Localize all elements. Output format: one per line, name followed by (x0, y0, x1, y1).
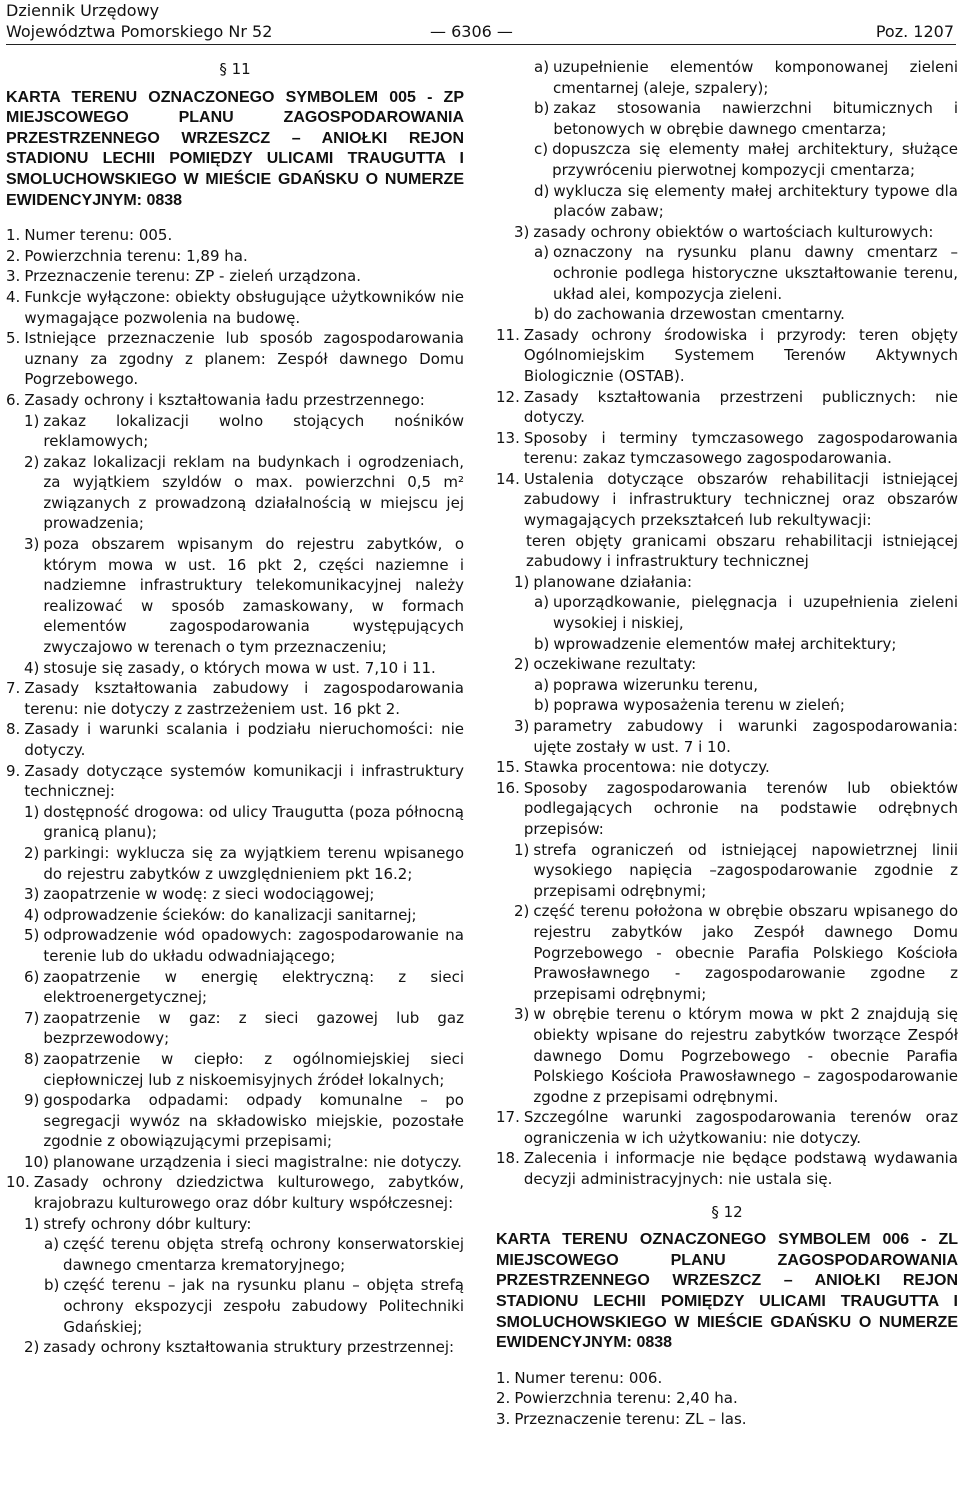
item-number: a) (534, 593, 550, 612)
item-number: 3. (6, 267, 21, 286)
item-text: stosuje się zasady, o których mowa w ust. 7,10 i 11. (43, 658, 436, 677)
item-number: 1) (24, 802, 40, 821)
item-text: odprowadzenie ścieków: do kanalizacji sanitarnej; (43, 905, 417, 924)
item-text: zasady ochrony obiektów o wartościach kulturowych: (533, 222, 934, 241)
item-text: oznaczony na rysunku planu dawny cmentarz – ochronie podlega historyczne ukształtowanie terenu, układ alei, kompozycja zieleni. (553, 243, 958, 303)
item-text: planowane urządzenia i sieci magistralne: nie dotyczy. (52, 1152, 462, 1171)
item-number: 2) (24, 452, 40, 471)
item-text: w obrębie terenu o którym mowa w pkt 2 znajdują się obiekty wpisane do rejestru zabytków tworzące Zespół dawnego Domu Pogrzebowego - obecnie Parafia Polskiego Kościoła Prawosławnego – zagospodarowanie zgodne z przepisami odrębnymi. (533, 1005, 958, 1106)
item-number: 1) (24, 411, 40, 430)
list-item (6, 967, 464, 1008)
item-text: Funkcje wyłączone: obiekty obsługujące użytkowników nie wymagające pozwolenia na budowę. (24, 287, 464, 327)
item-number: 10. (6, 1173, 30, 1192)
item-number: 5. (6, 329, 21, 348)
list-item (496, 901, 958, 1004)
item-text: Sposoby zagospodarowania terenów lub obiektów podlegających ochronie na podstawie odrębnych przepisów: (523, 778, 958, 838)
item-text: dopuszcza się elementy małej architektury, służące przywróceniu pierwotnej kompozycji cmentarza; (552, 140, 958, 179)
list-item (6, 678, 464, 719)
list-item (6, 1214, 464, 1235)
item-number: a) (534, 58, 550, 76)
item-text: dostępność drogowa: od ulicy Traugutta (poza północną granicą planu); (43, 802, 464, 842)
right-column (496, 57, 958, 1430)
item-text: Zasady ochrony środowiska i przyrody: teren objęty Ogólnomiejskim Systemem Terenów Aktywnych Biologicznie (OSTAB). (523, 325, 958, 385)
item-number: 1. (6, 226, 21, 245)
section-mark: § 12 (711, 1202, 743, 1221)
item-text: Numer terenu: 006. (514, 1368, 663, 1387)
item-number: 17. (496, 1108, 520, 1127)
item-number: 12. (496, 387, 520, 406)
item-number: 15. (496, 758, 520, 777)
list-item (6, 287, 464, 328)
item-number: 4. (6, 287, 21, 306)
item-number: a) (44, 1235, 60, 1254)
item-number: b) (534, 696, 550, 715)
item-text: zakaz lokalizacji wolno stojących nośników reklamowych; (43, 411, 464, 451)
item-text: Numer terenu: 005. (24, 226, 173, 245)
item-text: Istniejące przeznaczenie lub sposób zagospodarowania uznany za zgodny z planem: Zespół dawnego Domu Pogrzebowego. (24, 329, 464, 389)
item-number: b) (44, 1276, 60, 1295)
list-item (496, 592, 958, 633)
page-number: — 6306 — (430, 22, 513, 41)
item-text: Zasady i warunki scalania i podziału nieruchomości: nie dotyczy. (24, 720, 464, 759)
left-column (6, 57, 464, 1358)
item-number: 6) (24, 967, 40, 986)
list-item (6, 411, 464, 452)
list-item (496, 98, 958, 139)
item-number: a) (534, 675, 550, 694)
section-mark: § 11 (219, 60, 251, 78)
item-text: poprawa wizerunku terenu, (553, 675, 759, 694)
item-number: 3) (24, 535, 40, 554)
item-number: 6. (6, 390, 21, 409)
item-text: planowane działania: (533, 572, 693, 591)
list-item (6, 884, 464, 905)
item-text: Zasady ochrony i kształtowania ładu przestrzennego: (24, 390, 425, 409)
page-header (0, 0, 960, 44)
list-item (6, 1049, 464, 1090)
item-text: Ustalenia dotyczące obszarów rehabilitacji istniejącej zabudowy i infrastruktury technicznej oraz obszarów wymagających przekształceń lub rekultywacji: (523, 469, 958, 530)
item-text: Zasady dotyczące systemów komunikacji i infrastruktury technicznej: (24, 761, 464, 801)
list-item (496, 325, 958, 387)
list-item (496, 840, 958, 902)
item-number: 2) (24, 1338, 40, 1357)
item-number: 2. (496, 1389, 511, 1408)
item-number: b) (534, 99, 550, 118)
list-item (6, 328, 464, 390)
list-item (496, 1368, 958, 1389)
item-text: poza obszarem wpisanym do rejestru zabytków, o którym mowa w ust. 16 pkt 2, części naziemne i nadziemne infrastruktury telekomunikacyjnej należy realizować w sposób zamaskowany, w formach elementów zagospodarowania występujących zwyczajowo w terenach o tym przeznaczeniu; (43, 535, 464, 657)
item-number: 8. (6, 720, 21, 739)
item-text: parkingi: wyklucza się za wyjątkiem terenu wpisanego do rejestru zabytków z uwzględnieniem pkt 16.2; (43, 843, 464, 883)
list-item (496, 387, 958, 428)
item-text: Przeznaczenie terenu: ZP - zieleń urządzona. (24, 267, 361, 286)
item-text: zaopatrzenie w wodę: z sieci wodociągowej; (43, 885, 375, 904)
list-item (6, 925, 464, 966)
list-item (6, 1172, 464, 1213)
item-number: a) (534, 243, 550, 262)
item-number: 2) (514, 902, 530, 921)
journal-name: Dziennik Urzędowy (6, 1, 160, 20)
item-number: 8) (24, 1049, 40, 1068)
item-text: wyklucza się elementy małej architektury typowe dla placów zabaw; (553, 181, 958, 221)
item-number: 4) (24, 905, 40, 924)
list-item (496, 1148, 958, 1189)
item-number: 3) (514, 717, 530, 735)
item-text: Powierzchnia terenu: 1,89 ha. (24, 246, 248, 265)
item-text: część terenu położona w obrębie obszaru wpisanego do rejestru zabytków jako Zespół dawnego Domu Pogrzebowego - obecnie Parafia Polskiego Kościoła Prawosławnego - zagospodarowanie zgodne z przepisami odrębnymi; (533, 902, 958, 1003)
item-text: Zasady kształtowania zabudowy i zagospodarowania terenu: nie dotyczy z zastrzeżeniem ust. 16 pkt 2. (24, 679, 464, 718)
list-item (496, 695, 958, 716)
list-item (496, 675, 958, 696)
list-item (6, 1337, 464, 1358)
item-number: 13. (496, 428, 520, 447)
item-text: odprowadzenie wód opadowych: zagospodarowanie na terenie lub do układu odwadniającego; (43, 926, 464, 965)
list-paragraph: teren objęty granicami obszaru rehabilitacji istniejącej zabudowy i infrastruktury technicznej (526, 531, 958, 571)
list-item (496, 1107, 958, 1148)
list-item (496, 572, 958, 593)
item-number: 2) (24, 843, 40, 862)
item-text: Sposoby i terminy tymczasowego zagospodarowania terenu: zakaz tymczasowego zagospodarowania. (523, 428, 958, 468)
item-text: część terenu objęta strefą ochrony konserwatorskiej dawnego cmentarza krematoryjnego; (63, 1235, 464, 1274)
item-number: 18. (496, 1149, 520, 1168)
list-item (496, 181, 958, 222)
list-item (6, 1275, 464, 1337)
list-item (6, 843, 464, 884)
card-title: KARTA TERENU OZNACZONEGO SYMBOLEM 006 - ZL MIEJSCOWEGO PLANU ZAGOSPODAROWANIA PRZESTRZENNEGO WRZESZCZ – ANIOŁKI REJON STADIONU LECHII POMIĘDZY ULICAMI TRAUGUTTA I SMOLUCHOWSKIEGO W MIEŚCIE GDAŃSKU O NUMERZE EWIDENCYJNYM: 0838 (496, 1231, 958, 1352)
item-number: 3. (496, 1410, 511, 1428)
item-number: 2) (514, 655, 530, 674)
provisions-list-continued (496, 57, 958, 1190)
list-item (6, 266, 464, 287)
item-text: uzupełnienie elementów komponowanej zieleni cmentarnej (aleje, szpalery); (553, 58, 958, 97)
item-number: 5) (24, 926, 40, 945)
item-text: gospodarka odpadami: odpady komunalne – po segregacji wywóz na składowisko miejskie, pozostałe zgodnie z obowiązującymi przepisami; (43, 1091, 464, 1151)
list-item (496, 304, 958, 325)
list-item (6, 719, 464, 760)
list-item (6, 802, 464, 843)
item-text: do zachowania drzewostan cmentarny. (553, 305, 845, 324)
list-item (6, 452, 464, 534)
list-item (496, 654, 958, 675)
item-number: 16. (496, 778, 520, 797)
list-item (496, 634, 958, 655)
item-number: 1. (496, 1368, 511, 1387)
list-item (6, 225, 464, 246)
item-number: b) (534, 634, 550, 653)
item-text: zasady ochrony kształtowania struktury przestrzennej: (43, 1338, 455, 1357)
item-number: 1) (514, 840, 530, 859)
list-item (6, 1008, 464, 1049)
item-number: 9) (24, 1091, 40, 1110)
item-text: poprawa wyposażenia terenu w zieleń; (553, 696, 845, 715)
item-number: 11. (496, 325, 520, 344)
item-text: Powierzchnia terenu: 2,40 ha. (514, 1389, 738, 1408)
item-text: zaopatrzenie w gaz: z sieci gazowej lub gaz bezprzewodowy; (43, 1008, 464, 1048)
list-item (6, 390, 464, 411)
item-text: uporządkowanie, pielęgnacja i uzupełnienia zieleni wysokiej i niskiej, (553, 593, 958, 633)
journal-title (6, 0, 272, 42)
item-text: strefa ograniczeń od istniejącej napowietrznej linii wysokiego napięcia –zagospodarowanie zgodnie z przepisami odrębnymi; (533, 840, 958, 900)
item-text: Stawka procentowa: nie dotyczy. (523, 758, 770, 777)
item-text: oczekiwane rezultaty: (533, 655, 697, 674)
list-item (496, 428, 958, 469)
item-number: 2. (6, 246, 21, 265)
provisions-list (496, 1368, 958, 1430)
list-item (496, 139, 958, 180)
item-number: 3) (514, 1005, 530, 1024)
list-item (496, 1409, 958, 1430)
item-text: Zasady kształtowania przestrzeni publicznych: nie dotyczy. (523, 387, 958, 427)
list-item (496, 242, 958, 304)
item-number: 7. (6, 679, 21, 698)
item-text: zaopatrzenie w energię elektryczną: z sieci elektroenergetycznej; (43, 967, 464, 1007)
provisions-list (6, 225, 464, 1358)
item-text: zaopatrzenie w ciepło: z ogólnomiejskiej sieci ciepłowniczej lub z niskoemisyjnych źródeł lokalnych; (43, 1049, 464, 1089)
list-item (6, 658, 464, 679)
item-number: 10) (24, 1152, 49, 1171)
item-number: c) (534, 140, 549, 159)
list-item (496, 1004, 958, 1107)
item-number: 3) (514, 222, 530, 241)
list-item (6, 761, 464, 802)
item-text: Zalecenia i informacje nie będące podstawą wydawania decyzji administracyjnych: nie ustala się. (523, 1149, 958, 1189)
list-item (6, 905, 464, 926)
item-number: 3) (24, 885, 40, 904)
list-item (6, 534, 464, 658)
item-text: Szczególne warunki zagospodarowania terenów oraz ograniczenia w ich użytkowaniu: nie dotyczy. (523, 1108, 958, 1147)
item-text: parametry zabudowy i warunki zagospodarowania: ujęte zostały w ust. 7 i 10. (533, 717, 958, 756)
item-number: 9. (6, 761, 21, 780)
list-item (496, 1388, 958, 1409)
item-text: Przeznaczenie terenu: ZL – las. (514, 1410, 747, 1428)
list-item (6, 1152, 464, 1173)
item-text: zakaz stosowania nawierzchni bitumicznych i betonowych w obrębie dawnego cmentarza; (553, 99, 958, 138)
list-item (496, 757, 958, 778)
item-number: d) (534, 181, 550, 200)
item-text: wprowadzenie elementów małej architektury; (553, 634, 897, 653)
item-text: zakaz lokalizacji reklam na budynkach i ogrodzeniach, za wyjątkiem szyldów o max. powierzchni 0,5 m² związanych z prowadzoną działalnością w miejscu jej prowadzenia; (43, 452, 464, 533)
item-number: 4) (24, 658, 40, 677)
list-item (496, 716, 958, 757)
item-number: b) (534, 305, 550, 324)
item-text: strefy ochrony dóbr kultury: (43, 1214, 252, 1233)
item-number: 14. (496, 469, 520, 488)
list-item (496, 778, 958, 840)
item-number: 1) (514, 572, 530, 591)
list-item (6, 1090, 464, 1152)
list-item (496, 57, 958, 98)
list-item (6, 1234, 464, 1275)
item-text: część terenu – jak na rysunku planu – objęta strefą ochrony ekspozycji zespołu zabudowy Politechniki Gdańskiej; (63, 1276, 464, 1336)
card-title: KARTA TERENU OZNACZONEGO SYMBOLEM 005 - ZP MIEJSCOWEGO PLANU ZAGOSPODAROWANIA PRZESTRZENNEGO WRZESZCZ – ANIOŁKI REJON STADIONU LECHII POMIĘDZY ULICAMI TRAUGUTTA I SMOLUCHOWSKIEGO W MIEŚCIE GDAŃSKU O NUMERZE EWIDENCYJNYM: 0838 (6, 88, 464, 209)
header-divider (6, 44, 956, 45)
item-number: 7) (24, 1008, 40, 1027)
item-number: 1) (24, 1214, 40, 1233)
position-number: Poz. 1207 (875, 22, 954, 41)
list-item (496, 222, 958, 243)
journal-issue: Województwa Pomorskiego Nr 52 (6, 22, 273, 41)
item-text: Zasady ochrony dziedzictwa kulturowego, zabytków, krajobrazu kulturowego oraz dóbr kultury współczesnej: (33, 1173, 464, 1213)
list-item (496, 469, 958, 531)
list-item (6, 246, 464, 267)
